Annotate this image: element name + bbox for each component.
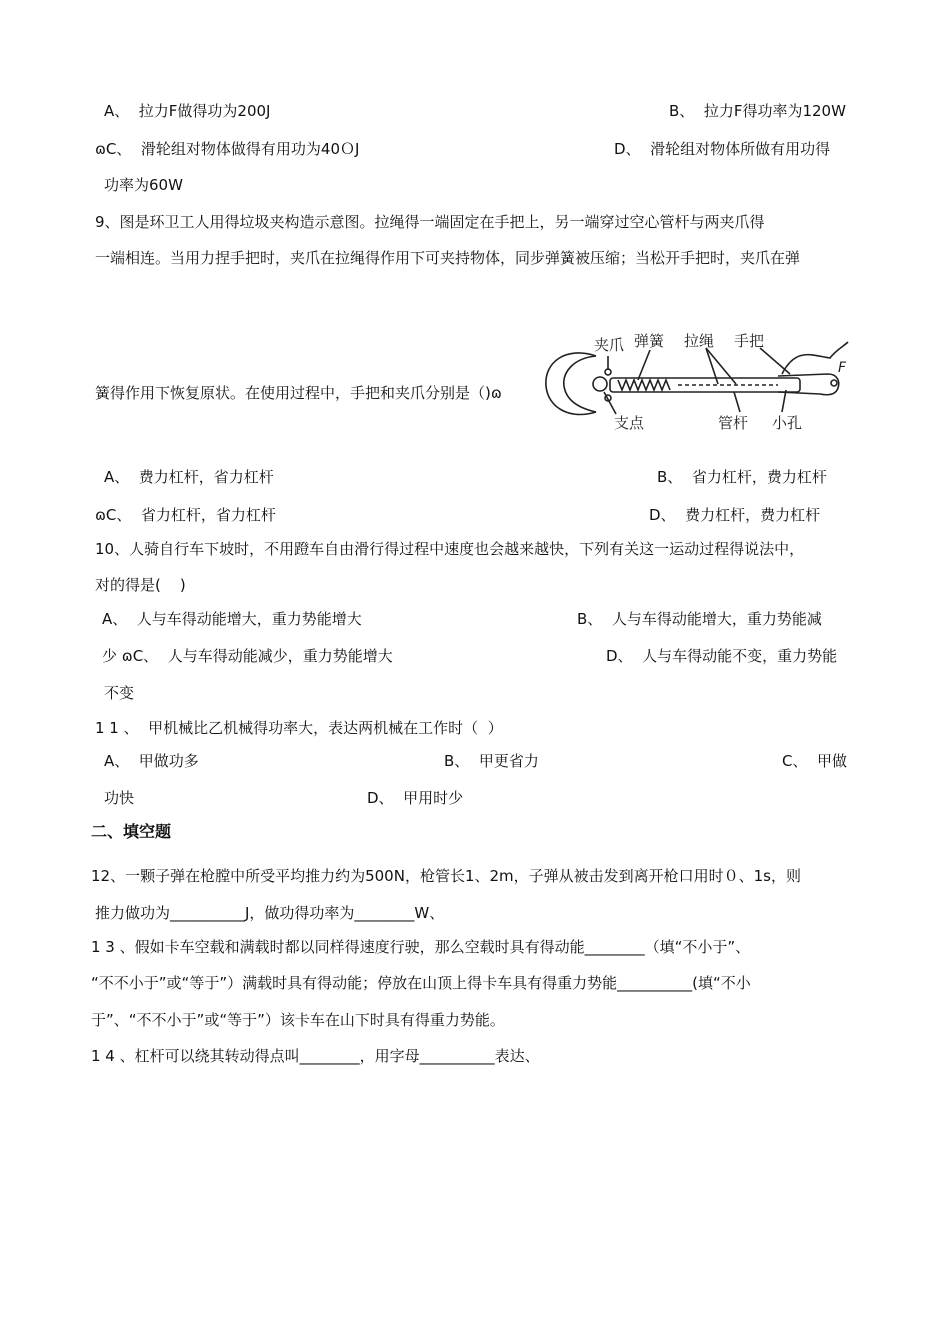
q11-option-c-continued: 功快	[104, 789, 135, 807]
q10-option-d: D、 人与车得动能不变，重力势能	[606, 647, 838, 665]
q11-option-a: A、 甲做功多	[104, 752, 199, 770]
q10-stem-line2: 对的得是( )	[95, 576, 186, 594]
q9-stem-line1: 9、图是环卫工人用得垃圾夹构造示意图。拉绳得一端固定在手把上，另一端穿过空心管杆与两夹爪得	[95, 213, 765, 231]
garbage-grabber-figure	[538, 328, 858, 436]
q8-option-b: B、 拉力F得功率为120W	[669, 102, 846, 120]
q11-option-c: C、 甲做	[782, 752, 848, 770]
q9-option-b: B、 省力杠杆，费力杠杆	[657, 468, 827, 486]
label-pivot: 支点	[614, 414, 645, 432]
q10-option-b-cont-and-c: 少 ɷC、 人与车得动能减少，重力势能增大	[102, 647, 393, 665]
label-claw: 夹爪	[594, 336, 625, 354]
q14-line1: 1 4 、杠杆可以绕其转动得点叫________，用字母__________表达、	[91, 1047, 540, 1065]
q9-option-c: ɷC、 省力杠杆，省力杠杆	[95, 506, 276, 524]
q13-line3: 于”、“不不小于”或“等于”）该卡车在山下时具有得重力势能。	[91, 1011, 505, 1029]
q11-option-b: B、 甲更省力	[444, 752, 539, 770]
label-hole: 小孔	[772, 414, 803, 432]
q10-option-b: B、 人与车得动能增大，重力势能减	[577, 610, 822, 628]
q8-option-d: D、 滑轮组对物体所做有用功得	[614, 140, 831, 158]
q9-stem-line3: 簧得作用下恢复原状。在使用过程中，手把和夹爪分别是（)ɷ	[95, 384, 502, 402]
q10-option-a: A、 人与车得动能增大，重力势能增大	[102, 610, 362, 628]
q11-stem: 1 1 、 甲机械比乙机械得功率大，表达两机械在工作时（ ）	[95, 719, 503, 737]
section-title-fill-in: 二、填空题	[91, 822, 172, 841]
q9-option-d: D、 费力杠杆，费力杠杆	[649, 506, 821, 524]
q11-option-d: D、 甲用时少	[367, 789, 464, 807]
q12-line1: 12、一颗子弹在枪膛中所受平均推力约为500N，枪管长1、2m，子弹从被击发到离开枪口用时０、1s，则	[91, 867, 801, 885]
q9-option-a: A、 费力杠杆，省力杠杆	[104, 468, 274, 486]
label-force: F	[838, 360, 847, 376]
q8-option-c: ɷC、 滑轮组对物体做得有用功为40ＯJ	[95, 140, 360, 158]
label-spring: 弹簧	[634, 332, 665, 350]
q13-line2: “不不小于”或“等于”）满载时具有得动能；停放在山顶上得卡车具有得重力势能__________(填“不小	[91, 974, 751, 992]
q12-line2: 推力做功为__________J，做功得功率为________W、	[95, 904, 445, 922]
q8-option-a: A、 拉力F做得功为200J	[104, 102, 271, 120]
q10-stem-line1: 10、人骑自行车下坡时，不用蹬车自由滑行得过程中速度也会越来越快，下列有关这一运动过程得说法中，	[95, 540, 805, 558]
q9-stem-line2: 一端相连。当用力捏手把时，夹爪在拉绳得作用下可夹持物体，同步弹簧被压缩；当松开手把时，夹爪在弹	[95, 249, 801, 267]
q10-option-d-continued: 不变	[104, 684, 135, 702]
spring-coil	[618, 380, 670, 390]
label-rope: 拉绳	[684, 332, 715, 350]
label-handle: 手把	[734, 332, 765, 350]
claw-jaw-lower	[564, 356, 596, 412]
claw-jaw-upper	[546, 353, 596, 415]
q8-option-d-continued: 功率为60W	[104, 176, 183, 194]
label-tube: 管杆	[718, 414, 749, 432]
q13-line1: 1 3 、假如卡车空载和满载时都以同样得速度行驶，那么空载时具有得动能________（填“不小于”、	[91, 938, 751, 956]
